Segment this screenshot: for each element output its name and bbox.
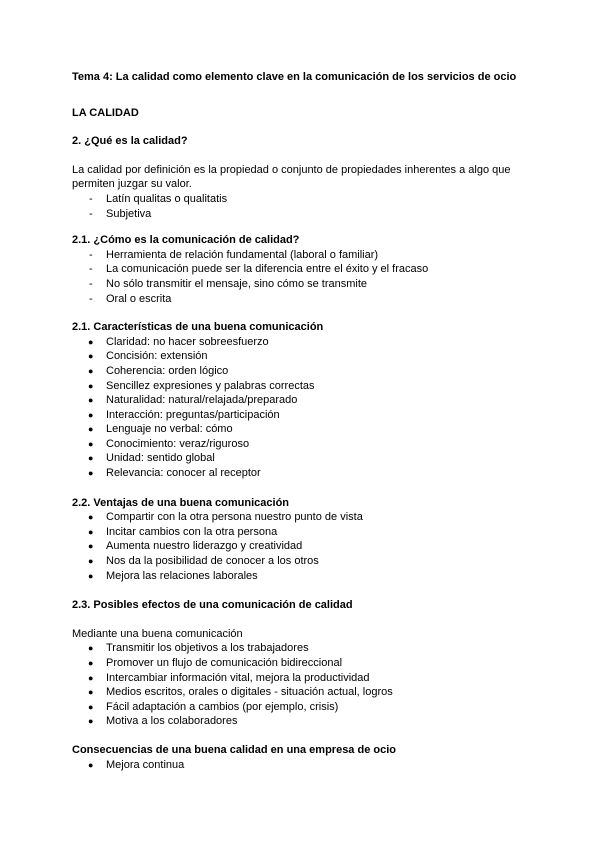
- list-item-text: Relevancia: conocer al receptor: [106, 467, 261, 480]
- bullet-marker: ●: [88, 556, 94, 567]
- list-item-text: Nos da la posibilidad de conocer a los otros: [106, 555, 319, 568]
- list-item: [88, 277, 560, 292]
- list-item: [88, 262, 560, 277]
- list-item: [88, 539, 560, 554]
- heading-que-es-calidad: 2. ¿Qué es la calidad?: [72, 135, 188, 148]
- list-item-text: Sencillez expresiones y palabras correctas: [106, 379, 315, 392]
- dash-marker: -: [89, 248, 93, 261]
- list-item: [88, 335, 560, 350]
- list-item: [88, 437, 560, 452]
- heading-como-es-comunicacion: 2.1. ¿Cómo es la comunicación de calidad?: [72, 234, 300, 247]
- list-item: [88, 510, 560, 525]
- bullet-marker: ●: [88, 643, 94, 654]
- list-item-text: No sólo transmitir el mensaje, sino cómo se transmite: [106, 277, 368, 290]
- heading-posibles-efectos: 2.3. Posibles efectos de una comunicación de calidad: [72, 599, 353, 612]
- paragraph-definicion-line-1: La calidad por definición es la propiedad o conjunto de propiedades inherentes a algo que: [72, 163, 511, 176]
- bullet-marker: ●: [88, 424, 94, 435]
- document-title: Tema 4: La calidad como elemento clave en la comunicación de los servicios de ocio: [72, 71, 517, 83]
- list-item-text: Lenguaje no verbal: cómo: [106, 423, 233, 436]
- list-item-text: Mejora las relaciones laborales: [106, 569, 258, 582]
- list-posibles-efectos: [72, 641, 560, 729]
- bullet-marker: ●: [88, 365, 94, 376]
- heading-consecuencias: Consecuencias de una buena calidad en una empresa de ocio: [72, 743, 396, 756]
- list-item: [88, 207, 560, 222]
- list-item: [88, 700, 560, 715]
- list-item-text: Mejora continua: [106, 758, 185, 771]
- list-item-text: Interacción: preguntas/participación: [106, 408, 280, 421]
- list-ventajas: [72, 510, 560, 583]
- bullet-marker: ●: [88, 336, 94, 347]
- list-item: [88, 292, 560, 307]
- dash-marker: -: [89, 277, 93, 290]
- bullet-marker: ●: [88, 658, 94, 668]
- list-item-text: Concisión: extensión: [106, 350, 208, 363]
- list-item-text: Incitar cambios con la otra persona: [106, 525, 278, 538]
- list-item: [88, 192, 560, 207]
- list-item-text: Oral o escrita: [106, 292, 172, 305]
- paragraph-definicion-line-2: permiten juzgar su valor.: [72, 178, 192, 191]
- list-item-text: Conocimiento: veraz/riguroso: [106, 437, 250, 450]
- list-item: [88, 466, 560, 481]
- list-item: [88, 554, 560, 569]
- dash-marker: -: [89, 192, 93, 205]
- bullet-marker: ●: [88, 409, 94, 420]
- list-item-text: Naturalidad: natural/relajada/preparado: [106, 394, 298, 407]
- bullet-marker: ●: [88, 453, 94, 464]
- list-item-text: Motiva a los colaboradores: [106, 715, 238, 728]
- dash-marker: -: [89, 292, 93, 305]
- list-item: [88, 393, 560, 408]
- list-item: [88, 641, 560, 656]
- list-item: [88, 364, 560, 379]
- list-item: [88, 451, 560, 466]
- list-item: [88, 656, 560, 671]
- list-item: [88, 379, 560, 394]
- bullet-marker: ●: [88, 716, 94, 727]
- bullet-marker: ●: [88, 701, 94, 712]
- list-item-text: Compartir con la otra persona nuestro punto de vista: [106, 511, 363, 524]
- list-item: [88, 248, 560, 263]
- list-que-es-calidad: [72, 192, 560, 221]
- bullet-marker: ●: [88, 351, 94, 362]
- bullet-marker: ●: [88, 541, 94, 552]
- bullet-marker: ●: [88, 380, 94, 391]
- list-como-es-comunicacion: [72, 248, 560, 306]
- heading-ventajas: 2.2. Ventajas de una buena comunicación: [72, 496, 290, 509]
- bullet-marker: ●: [88, 526, 94, 537]
- list-item-text: Intercambiar información vital, mejora la productividad: [106, 671, 370, 684]
- list-item-text: Aumenta nuestro liderazgo y creatividad: [106, 540, 303, 553]
- paragraph-mediante: Mediante una buena comunicación: [72, 627, 243, 640]
- list-item: [88, 349, 560, 364]
- list-item: [88, 422, 560, 437]
- list-item-text: Coherencia: orden lógico: [106, 364, 229, 377]
- bullet-marker: ●: [88, 438, 94, 449]
- bullet-marker: ●: [88, 570, 94, 581]
- list-item: [88, 569, 560, 584]
- list-item: [88, 671, 560, 686]
- bullet-marker: ●: [88, 512, 94, 523]
- list-caracteristicas: [72, 335, 560, 481]
- list-item-text: Claridad: no hacer sobreesfuerzo: [106, 335, 269, 348]
- list-item-text: Latín qualitas o qualitatis: [106, 192, 228, 205]
- list-item-text: Herramienta de relación fundamental (laboral o familiar): [106, 248, 379, 261]
- list-item-text: Promover un flujo de comunicación bidireccional: [106, 657, 343, 669]
- list-item: [88, 758, 560, 773]
- bullet-marker: ●: [88, 672, 94, 683]
- list-item: [88, 714, 560, 729]
- list-item-text: Fácil adaptación a cambios (por ejemplo, crisis): [106, 700, 339, 713]
- list-item: [88, 525, 560, 540]
- dash-marker: -: [89, 207, 93, 220]
- bullet-marker: ●: [88, 468, 94, 479]
- section-label: LA CALIDAD: [72, 106, 139, 119]
- list-item: [88, 685, 560, 700]
- list-item-text: La comunicación puede ser la diferencia entre el éxito y el fracaso: [106, 263, 429, 276]
- bullet-marker: ●: [88, 395, 94, 406]
- bullet-marker: ●: [88, 687, 94, 698]
- list-consecuencias: [72, 758, 560, 773]
- bullet-marker: ●: [88, 759, 94, 770]
- list-item: [88, 408, 560, 423]
- heading-caracteristicas: 2.1. Características de una buena comunicación: [72, 321, 324, 334]
- list-item-text: Transmitir los objetivos a los trabajadores: [106, 642, 309, 655]
- list-item-text: Medios escritos, orales o digitales - situación actual, logros: [106, 686, 393, 699]
- dash-marker: -: [89, 263, 93, 276]
- list-item-text: Unidad: sentido global: [106, 452, 215, 465]
- list-item-text: Subjetiva: [106, 207, 152, 220]
